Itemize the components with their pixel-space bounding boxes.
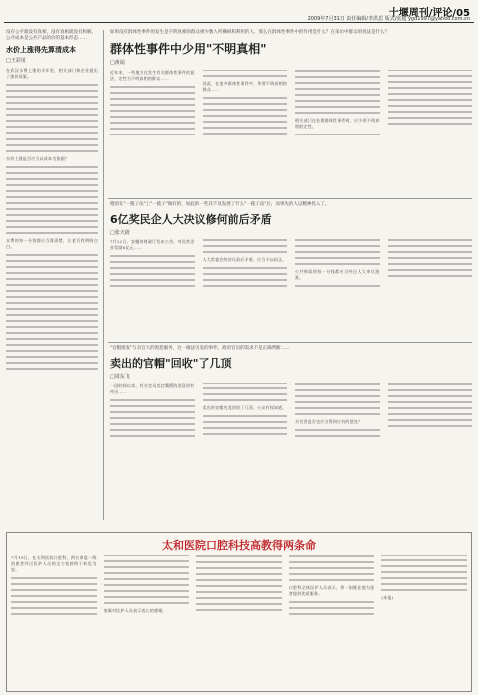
article-2-title: 6亿奖民企人大决议修何前后矛盾 [110,213,272,226]
ad-credit: (本报) [381,595,394,601]
article-2-author: □张天蔚 [110,230,130,236]
section-divider [108,198,472,199]
left-para: 水价上涨是否应当以成本为依据？ [6,156,69,162]
section-divider [108,342,472,343]
ad-block [6,532,472,692]
header-rule [4,22,474,23]
article-1-para: 相关部门在处理群体性事件时，应少用不明真相的定性。 [295,118,380,130]
article-2 [110,202,472,334]
article-2-deck: 德国在"一揽子法"上"一揽子"做好的，如此的一些其不及发展了什么"一揽子法"后，而事先的人以精神投入了。 [110,202,330,207]
article-1-para: 因此，在很多群体性事件中，所谓不明真相的群众…… [202,80,287,92]
article-1-title: 群体性事件中少用"不明真相" [110,42,267,56]
article-2-body [110,239,472,334]
left-author: □王彩用 [6,58,26,64]
article-1-body [110,70,472,195]
article-2-para: 人大常委会的决议前后矛盾，应当予以纠正。 [202,257,287,262]
article-3-para: 一段时间以来，有关官员卖官鬻爵的消息时有传出…… [110,383,195,395]
article-3-body [110,383,472,498]
ad-para: 7月19日，在太和医院口腔科，两名命悬一线的患者经过医护人员的全力抢救终于转危为安。 [11,555,97,573]
left-para: 水费的每一分钱都应当算清楚，让老百姓明明白白。 [6,238,98,250]
left-body [6,68,98,488]
article-3-para: 卖出的官帽究竟回收了几顶，公众有权知道。 [202,405,287,411]
left-column [6,30,98,530]
article-3 [110,346,472,498]
ad-para: 家属对医护人员表示衷心的感谢。 [103,607,167,613]
article-3-author: □周东飞 [110,374,130,380]
article-2-para: 7月22日，安徽省财政厅发布公告，对民营企业奖励6亿元…… [110,239,195,251]
article-1-deck: 如果没有群体性事件的发生是不明真相的群众被少数人所操纵和利用的人，那么在群体性事件中的作用是什么？在采访中群众的说法是什么？ [110,30,389,35]
left-kicker: 没有公平就没有真相，没有真相就没有和解，公开成本是公共产品的价的基本形态…… [6,30,96,41]
left-para: 在武汉水费上涨的半年里，相关部门和企业提出了涨价预案。 [6,68,98,80]
page-masthead: 十堰周刊/评论/05 [388,8,470,19]
ad-para: 口腔科全体医护人员表示，将一如既往地为患者提供优质服务。 [288,585,375,597]
article-2-para: 公共财政的每一分钱都应当经过人大审议批准。 [295,269,380,281]
ad-title: 太和医院口腔科技高教得两条命 [162,539,316,552]
ad-body [11,555,467,685]
article-1 [110,30,472,195]
article-1-author: □黄闻 [110,60,125,66]
left-title: 水价上涨得先算清成本 [6,46,76,54]
column-divider [103,30,104,520]
article-1-para: 近年来，一些地方在发生有关群体性事件的说法，定性为不明真相的群众…… [110,70,195,82]
article-3-para: 买官者是否也应当得到应有的惩处？ [295,419,363,424]
page-meta: 2009年7月31日 责任编辑/李洪思 版式/张超 ygd1997@yahoo.com.cn [307,16,470,22]
article-3-deck: "官帽批发"与卖官大的黑恶服务，这一做法引发的事件，政府官员的需求不是正确判断…… [110,346,290,351]
article-3-title: 卖出的官帽"回收"了几顶 [110,357,232,370]
